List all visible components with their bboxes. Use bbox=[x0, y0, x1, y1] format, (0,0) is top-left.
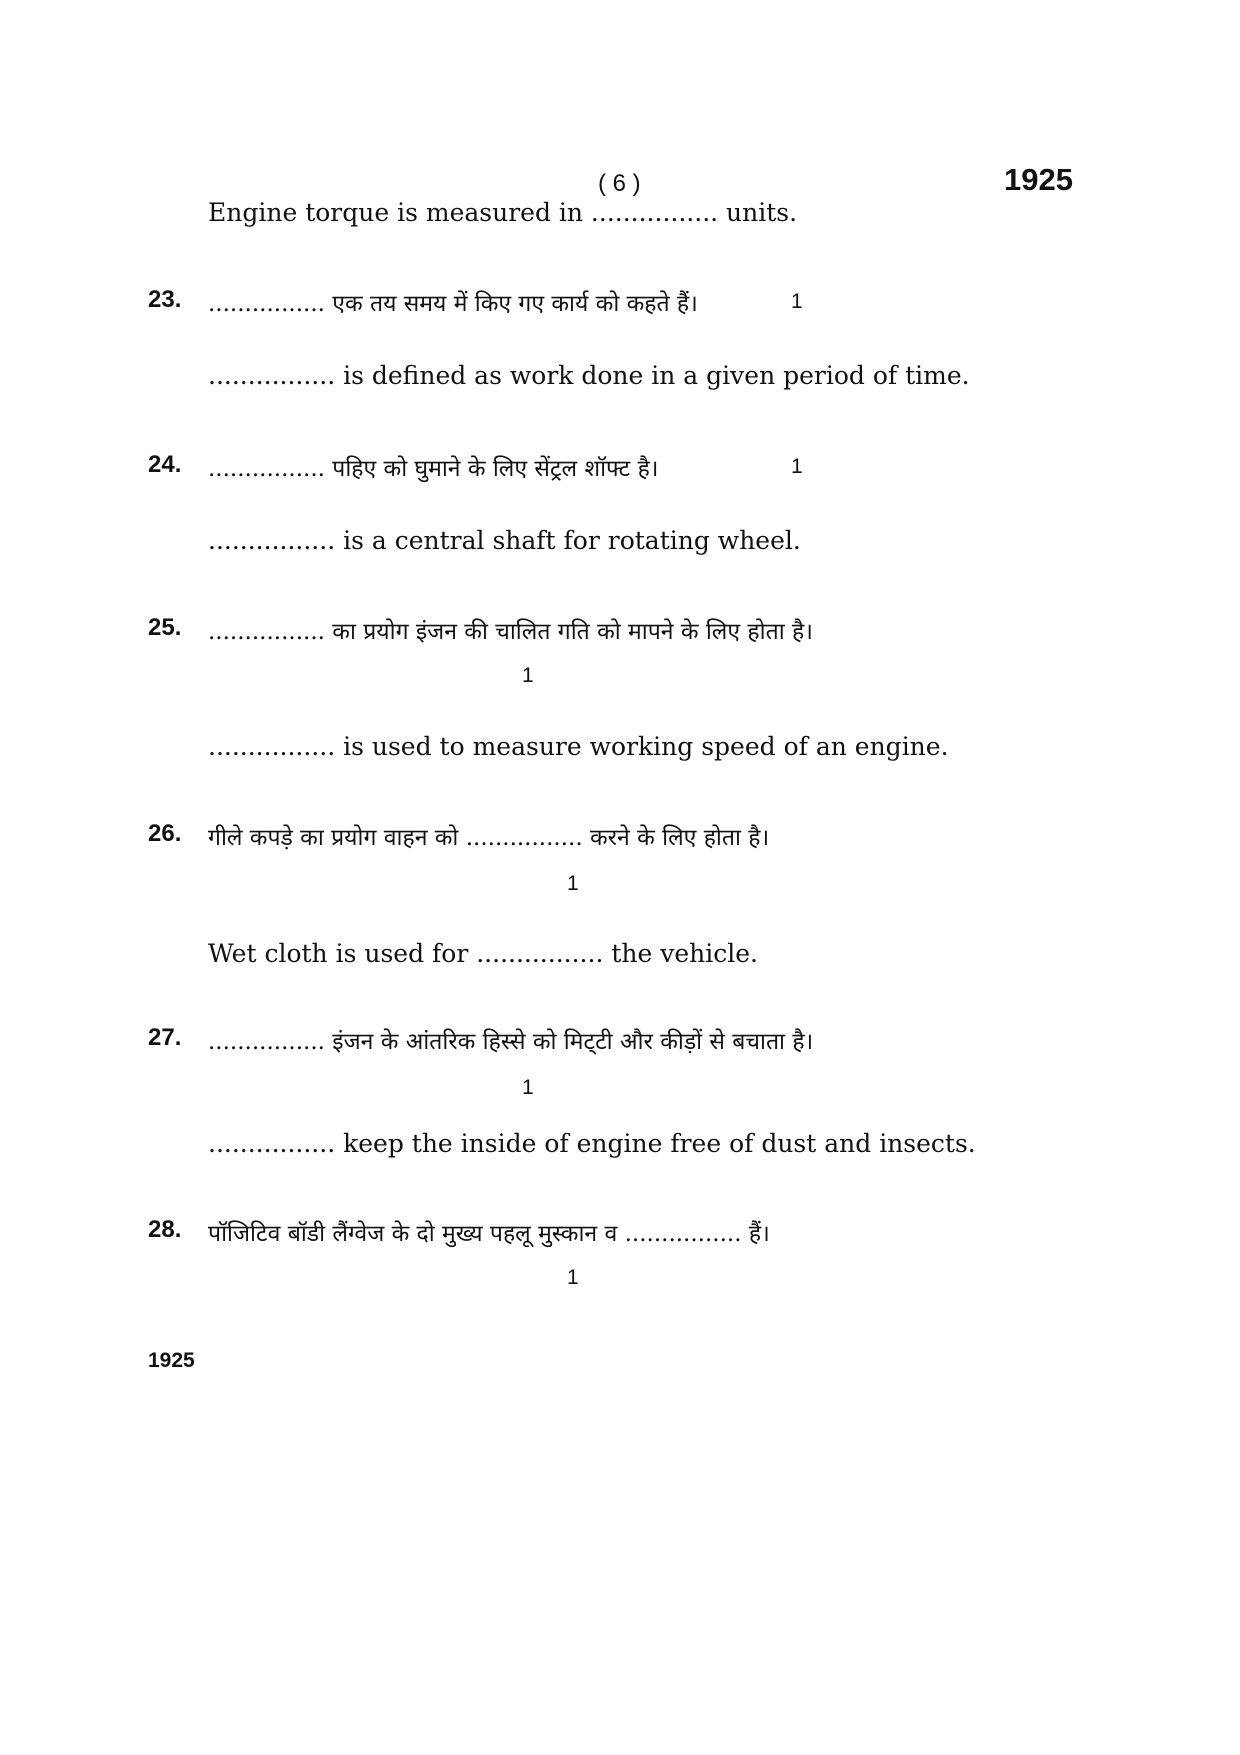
question-english-text: ................ keep the inside of engine free of dust and insects. bbox=[208, 1129, 976, 1158]
question-hindi-text: ................ एक तय समय में किए गए कार्य को कहते हैं। bbox=[208, 291, 698, 317]
question-english-text: ................ is used to measure working speed of an engine. bbox=[208, 732, 949, 761]
question-marks: 1 bbox=[791, 455, 803, 478]
question-hindi-text: ................ इंजन के आंतरिक हिस्से को मिट्‌टी और कीड़ों से बचाता है। bbox=[208, 1029, 814, 1055]
intro-line: Engine torque is measured in ................ units. bbox=[208, 198, 798, 227]
question-number: 28. bbox=[148, 1216, 182, 1243]
question-english-text: Wet cloth is used for ................ the vehicle. bbox=[208, 939, 758, 968]
question-english-text: ................ is a central shaft for rotating wheel. bbox=[208, 526, 801, 555]
question-marks: 1 bbox=[567, 872, 579, 895]
question-marks: 1 bbox=[522, 1076, 534, 1099]
question-hindi-text: ................ का प्रयोग इंजन की चालित गति को मापने के लिए होता है। bbox=[208, 619, 813, 645]
paper-code-header: 1925 bbox=[1004, 162, 1073, 197]
question-number: 27. bbox=[148, 1024, 182, 1051]
question-marks: 1 bbox=[522, 664, 534, 687]
paper-code-footer: 1925 bbox=[148, 1349, 195, 1372]
question-marks: 1 bbox=[567, 1266, 579, 1289]
question-number: 26. bbox=[148, 820, 182, 847]
question-number: 25. bbox=[148, 614, 182, 641]
question-marks: 1 bbox=[791, 290, 803, 313]
question-number: 24. bbox=[148, 451, 182, 478]
page-number: ( 6 ) bbox=[598, 170, 641, 197]
question-hindi-text: पॉजिटिव बॉडी लैंग्वेज के दो मुख्य पहलू मुस्कान व ................ हैं। bbox=[208, 1221, 770, 1247]
question-hindi-text: गीले कपड़े का प्रयोग वाहन को ................ करने के लिए होता है। bbox=[208, 825, 770, 851]
question-hindi-text: ................ पहिए को घुमाने के लिए सेंट्रल शॉफ्ट है। bbox=[208, 456, 659, 482]
question-number: 23. bbox=[148, 286, 182, 313]
question-english-text: ................ is defined as work done in a given period of time. bbox=[208, 361, 970, 390]
